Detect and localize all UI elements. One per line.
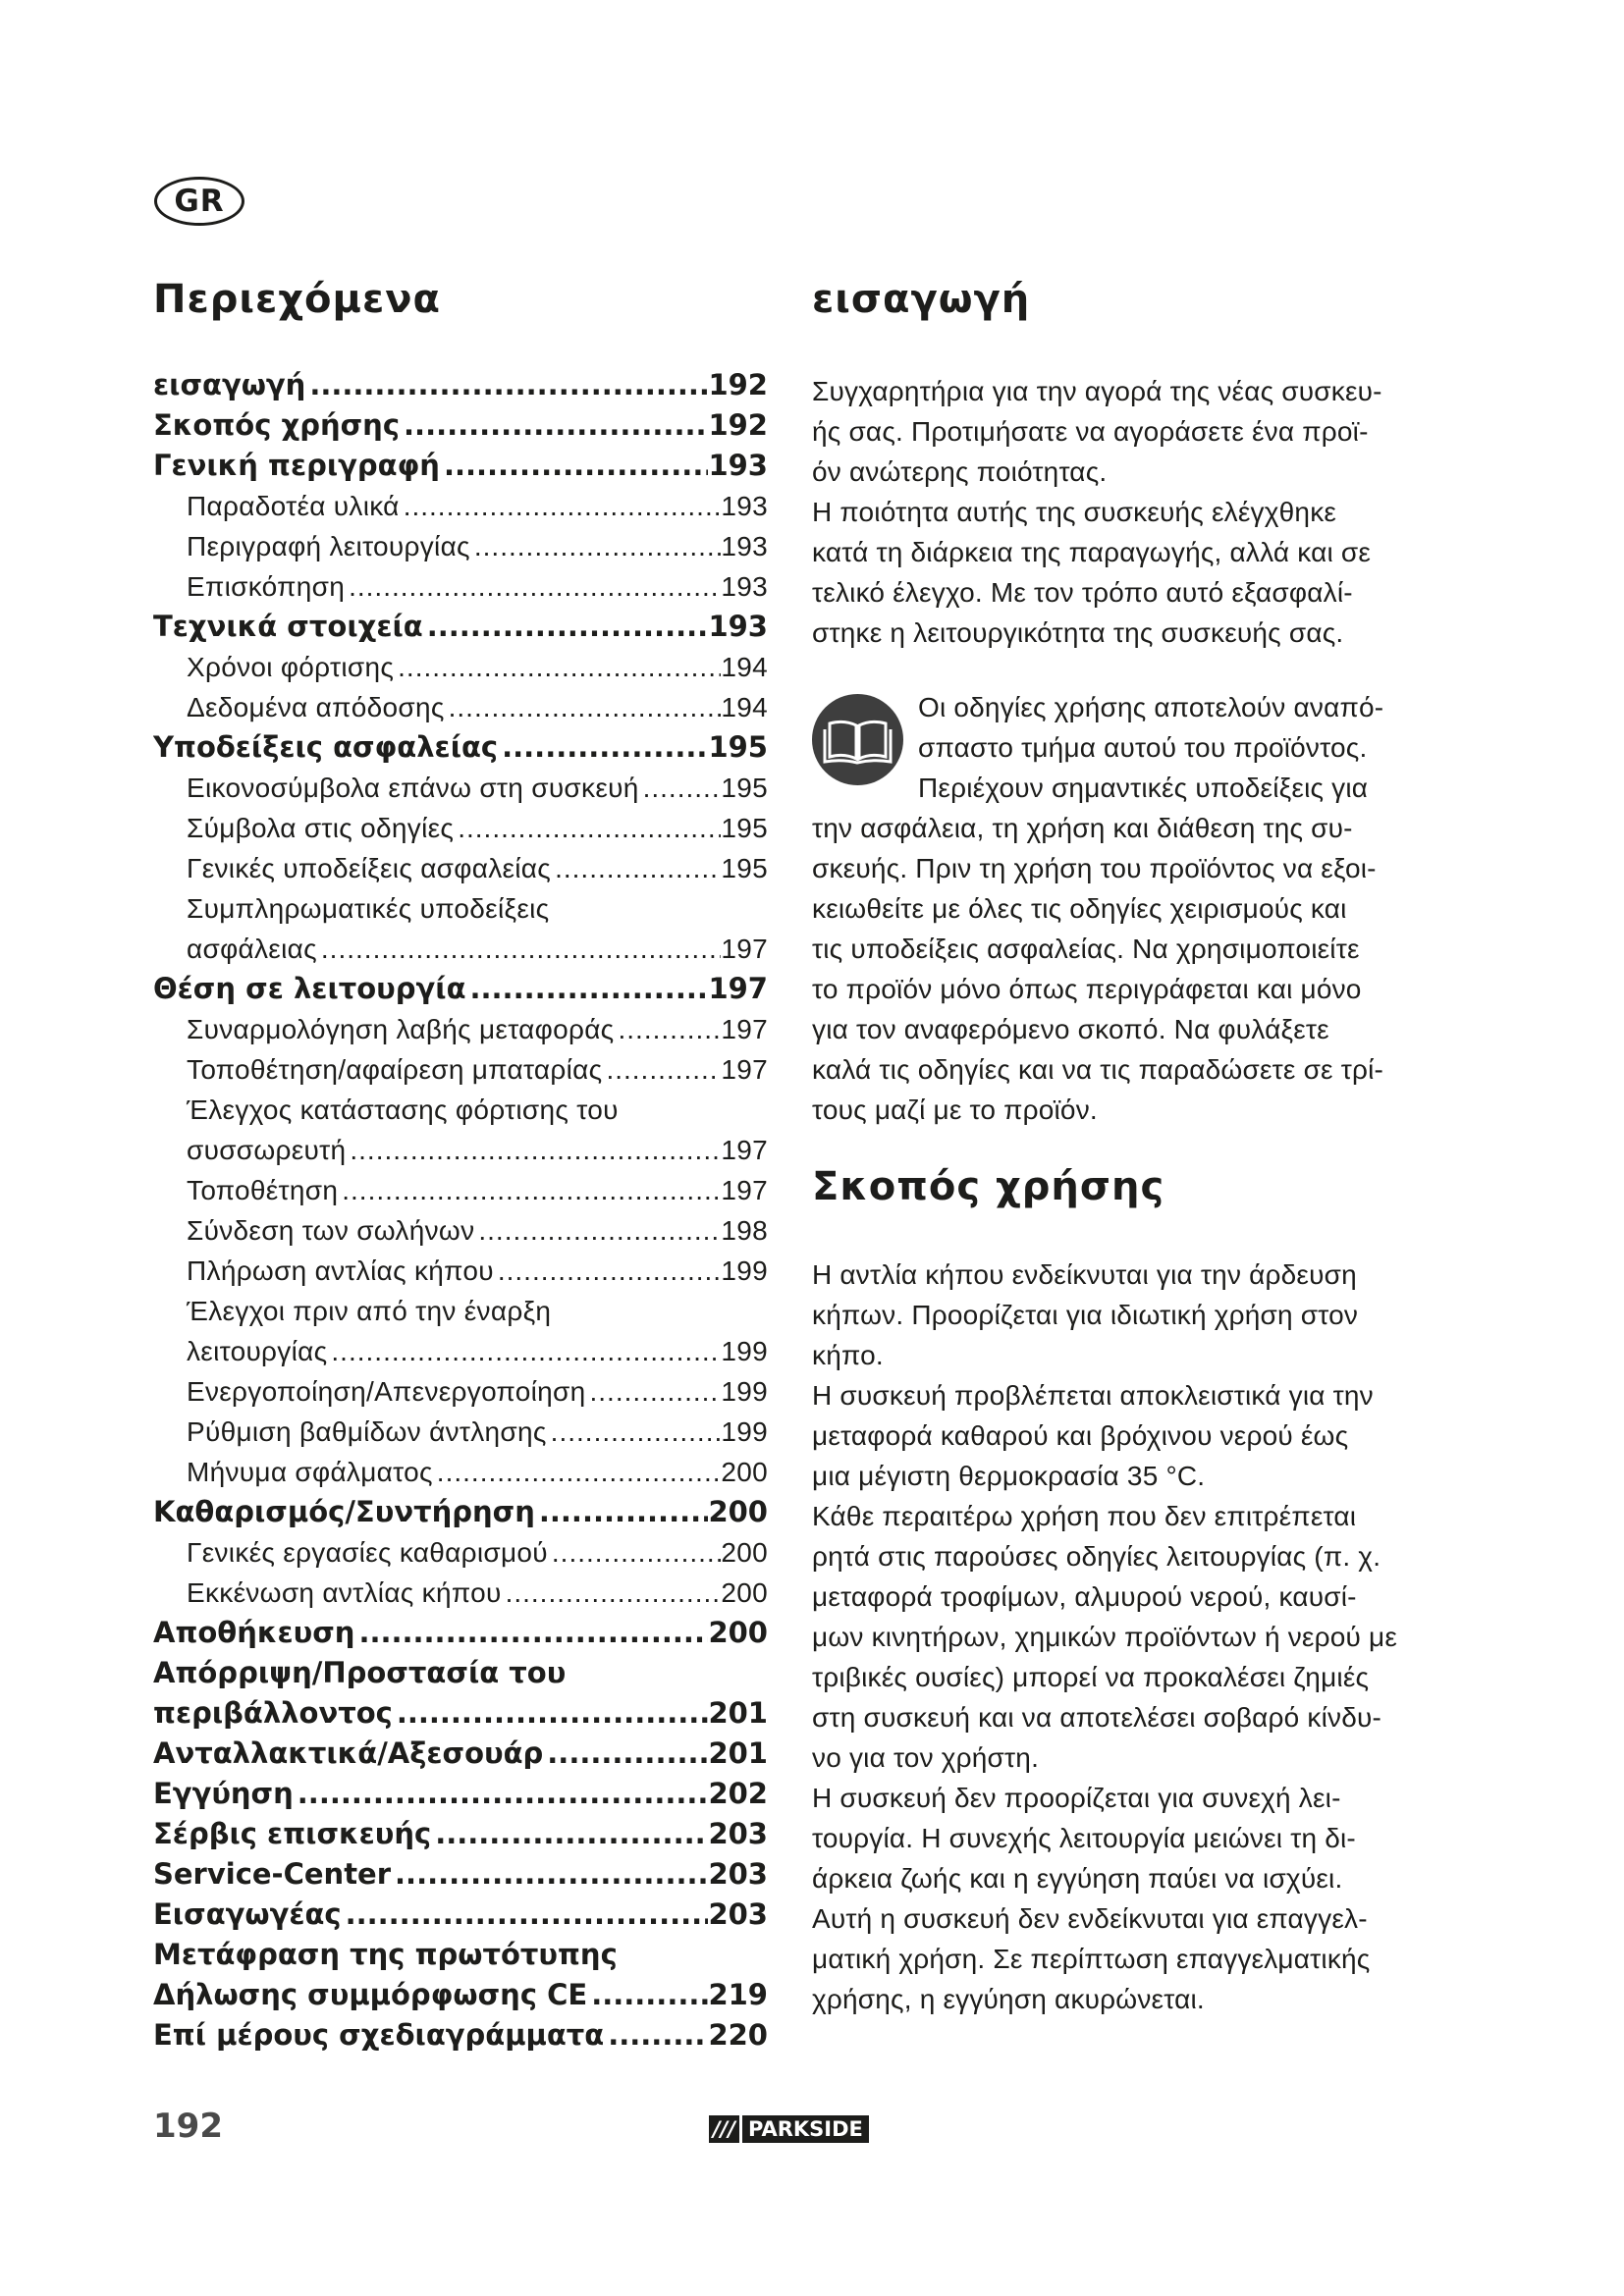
toc-leader-dots: [639, 768, 722, 808]
toc-entry-page: 201: [708, 1736, 768, 1770]
text-line: στη συσκευή και να αποτελέσει σοβαρό κίνδυ-: [812, 1702, 1382, 1733]
toc-leader-dots: [393, 1693, 709, 1734]
text-line: Συγχαρητήρια για την αγορά της νέας συσκευ-: [812, 376, 1382, 406]
toc-entry-label: περιβάλλοντος: [153, 1696, 393, 1730]
text-line: κειωθείτε με όλες τις οδηγίες χειρισμούς και: [812, 893, 1347, 924]
toc-entry-page: 201: [708, 1696, 768, 1730]
toc-entry-label: Σύνδεση των σωλήνων: [187, 1215, 475, 1246]
toc-entry-page: 193: [721, 531, 768, 561]
text-line: ματική χρήση. Σε περίπτωση επαγγελματικής: [812, 1944, 1371, 1974]
toc-entry-page: 200: [708, 1616, 768, 1649]
text-line: Η ποιότητα αυτής της συσκευής ελέγχθηκε: [812, 497, 1337, 527]
toc-entry-label: Γενική περιγραφή: [153, 449, 440, 482]
toc-entry[interactable]: [153, 607, 768, 647]
toc-leader-dots: [614, 1009, 721, 1049]
toc-entry[interactable]: [153, 486, 768, 526]
toc-entry[interactable]: [153, 1573, 768, 1613]
toc-entry[interactable]: [153, 1814, 768, 1854]
toc-leader-dots: [345, 566, 721, 607]
toc-entry-label: Περιγραφή λειτουργίας: [187, 531, 470, 561]
toc-entry[interactable]: [153, 1009, 768, 1049]
toc-entry-label: Καθαρισμός/Συντήρηση: [153, 1495, 535, 1528]
purpose-heading: Σκοπός χρήσης: [812, 1164, 1165, 1209]
toc-entry[interactable]: [153, 1331, 768, 1371]
toc-leader-dots: [498, 727, 708, 768]
toc-entry[interactable]: [153, 727, 768, 768]
toc-entry[interactable]: [153, 1371, 768, 1412]
toc-entry-page: 200: [721, 1457, 768, 1487]
toc-leader-dots: [602, 1049, 721, 1090]
toc-leader-dots: [547, 1412, 722, 1452]
toc-entry[interactable]: [153, 1613, 768, 1653]
toc-entry[interactable]: [153, 808, 768, 848]
text-line: σκευής. Πριν τη χρήση του προϊόντος να εξοι-: [812, 853, 1377, 883]
toc-entry-page: 192: [708, 368, 768, 401]
text-line: κατά τη διάρκεια της παραγωγής, αλλά και σε: [812, 537, 1372, 567]
intro-heading: εισαγωγή: [812, 277, 1031, 322]
toc-entry-page: 219: [708, 1978, 768, 2011]
toc-entry[interactable]: [153, 526, 768, 566]
text-line: Η αντλία κήπου ενδείκνυται για την άρδευση: [812, 1259, 1357, 1290]
toc-leader-dots: [543, 1734, 708, 1774]
toc-entry-page: 199: [721, 1336, 768, 1366]
toc-entry-label: ασφάλειας: [187, 934, 317, 964]
toc-entry-page: 203: [708, 1897, 768, 1931]
logo-slashes: ///: [709, 2115, 739, 2143]
toc-entry-label: Τεχνικά στοιχεία: [153, 610, 423, 643]
toc-entry-page: 197: [721, 1014, 768, 1044]
toc-entry-label: Service-Center: [153, 1857, 392, 1891]
toc-entry-label: Παραδοτέα υλικά: [187, 491, 400, 521]
toc-entry[interactable]: [153, 1452, 768, 1492]
toc-entry-page: 200: [721, 1537, 768, 1568]
toc-entry[interactable]: [153, 1774, 768, 1814]
table-of-contents: [153, 365, 768, 2056]
toc-leader-dots: [440, 446, 709, 486]
text-line: τριβικές ουσίες) μπορεί να προκαλέσει ζημιές: [812, 1662, 1370, 1692]
toc-entry-label: Δήλωσης συμμόρφωσης CE: [153, 1978, 588, 2011]
toc-entry[interactable]: [153, 1251, 768, 1291]
toc-entry-page: 199: [721, 1376, 768, 1407]
toc-entry[interactable]: [153, 687, 768, 727]
toc-entry[interactable]: [153, 1653, 768, 1693]
toc-entry-label: Έλεγχοι πριν από την έναρξη: [187, 1296, 552, 1326]
text-line: τις υποδείξεις ασφαλείας. Να χρησιμοποιείτε: [812, 934, 1360, 964]
toc-entry-page: 195: [721, 813, 768, 843]
text-line: καλά τις οδηγίες και να τις παραδώσετε σε τρί-: [812, 1054, 1384, 1085]
toc-leader-dots: [394, 647, 721, 687]
toc-entry-label: Θέση σε λειτουργία: [153, 972, 466, 1005]
toc-entry-page: 199: [721, 1255, 768, 1286]
toc-leader-dots: [354, 1613, 708, 1653]
toc-leader-dots: [470, 526, 722, 566]
toc-entry-label: συσσωρευτή: [187, 1135, 347, 1165]
toc-entry-page: 203: [708, 1817, 768, 1850]
toc-leader-dots: [535, 1492, 709, 1532]
text-line: Η συσκευή δεν προορίζεται για συνεχή λει-: [812, 1783, 1341, 1813]
text-line: κήπο.: [812, 1340, 884, 1370]
toc-entry-label: Έλεγχος κατάστασης φόρτισης του: [187, 1095, 619, 1125]
toc-entry-label: Ενεργοποίηση/Απενεργοποίηση: [187, 1376, 586, 1407]
toc-entry[interactable]: [153, 768, 768, 808]
toc-entry-label: Δεδομένα απόδοσης: [187, 692, 445, 722]
toc-leader-dots: [327, 1331, 721, 1371]
toc-entry[interactable]: [153, 1492, 768, 1532]
toc-entry[interactable]: [153, 1693, 768, 1734]
toc-entry[interactable]: [153, 647, 768, 687]
toc-entry-page: 192: [708, 408, 768, 442]
text-line: μων κινητήρων, χημικών προϊόντων ή νερού με: [812, 1622, 1398, 1652]
text-line: το προϊόν μόνο όπως περιγράφεται και μόνο: [812, 974, 1362, 1004]
toc-entry-label: Επί μέρους σχεδιαγράμματα: [153, 2018, 605, 2052]
text-line: την ασφάλεια, τη χρήση και διάθεση της συ-: [812, 813, 1353, 843]
text-line: τους μαζί με το προϊόν.: [812, 1095, 1098, 1125]
text-line: σπαστο τμήμα αυτού του προϊόντος.: [918, 732, 1368, 763]
text-line: νο για τον χρήστη.: [812, 1742, 1040, 1773]
toc-entry-label: Υποδείξεις ασφαλείας: [153, 730, 499, 764]
page-number: 192: [153, 2107, 223, 2146]
toc-entry-page: 203: [708, 1857, 768, 1891]
toc-leader-dots: [604, 2015, 708, 2056]
toc-leader-dots: [494, 1251, 722, 1291]
toc-leader-dots: [466, 969, 709, 1009]
toc-entry[interactable]: [153, 888, 768, 929]
toc-leader-dots: [400, 486, 722, 526]
text-line: Οι οδηγίες χρήσης αποτελούν αναπό-: [918, 692, 1384, 722]
toc-entry-page: 194: [721, 652, 768, 682]
text-line: μεταφορά τροφίμων, αλμυρού νερού, καυσί-: [812, 1581, 1357, 1612]
toc-entry-page: 200: [721, 1577, 768, 1608]
toc-entry-label: Εκκένωση αντλίας κήπου: [187, 1577, 502, 1608]
toc-entry[interactable]: [153, 1935, 768, 1975]
toc-entry-label: Συναρμολόγηση λαβής μεταφοράς: [187, 1014, 615, 1044]
toc-entry-page: 197: [708, 972, 768, 1005]
toc-entry[interactable]: [153, 365, 768, 405]
text-line: μεταφορά καθαρού και βρόχινου νερού έως: [812, 1420, 1349, 1451]
toc-entry-label: Αποθήκευση: [153, 1616, 355, 1649]
toc-leader-dots: [431, 1814, 708, 1854]
toc-entry[interactable]: [153, 1854, 768, 1895]
toc-entry-page: 200: [708, 1495, 768, 1528]
toc-entry-label: Ανταλλακτικά/Αξεσουάρ: [153, 1736, 544, 1770]
toc-leader-dots: [502, 1573, 722, 1613]
toc-entry[interactable]: [153, 1895, 768, 1935]
logo-brand: PARKSIDE: [742, 2115, 869, 2143]
toc-entry-label: λειτουργίας: [187, 1336, 328, 1366]
toc-entry-label: Γενικές υποδείξεις ασφαλείας: [187, 853, 552, 883]
toc-entry-label: Απόρριψη/Προστασία του: [153, 1656, 567, 1689]
toc-entry-page: 220: [708, 2018, 768, 2052]
purpose-paragraph: [812, 1255, 1440, 2019]
toc-leader-dots: [587, 1975, 708, 2015]
text-line: Η συσκευή προβλέπεται αποκλειστικά για την: [812, 1380, 1374, 1411]
text-line: χρήσης, η εγγύηση ακυρώνεται.: [812, 1984, 1205, 2014]
toc-entry-label: Μήνυμα σφάλματος: [187, 1457, 433, 1487]
toc-leader-dots: [474, 1210, 721, 1251]
text-line: ής σας. Προτιμήσατε να αγοράσετε ένα προϊ-: [812, 416, 1369, 447]
toc-entry[interactable]: [153, 1975, 768, 2015]
text-line: Κάθε περαιτέρω χρήση που δεν επιτρέπεται: [812, 1501, 1357, 1531]
text-line: τελικό έλεγχο. Με τον τρόπο αυτό εξασφαλί-: [812, 577, 1353, 608]
toc-entry[interactable]: [153, 929, 768, 969]
toc-leader-dots: [294, 1774, 709, 1814]
text-line: Περιέχουν σημαντικές υποδείξεις για: [918, 773, 1369, 803]
language-badge: GR: [154, 177, 244, 226]
toc-entry[interactable]: [153, 1291, 768, 1331]
toc-entry-label: Εικονοσύμβολα επάνω στη συσκευή: [187, 773, 639, 803]
text-line: ρητά στις παρούσες οδηγίες λειτουργίας (π. χ.: [812, 1541, 1381, 1572]
toc-leader-dots: [400, 405, 708, 446]
toc-entry-label: εισαγωγή: [153, 368, 306, 401]
toc-entry-label: Σκοπός χρήσης: [153, 408, 401, 442]
toc-entry-label: Πλήρωση αντλίας κήπου: [187, 1255, 494, 1286]
toc-entry-page: 195: [721, 853, 768, 883]
toc-entry[interactable]: [153, 1210, 768, 1251]
toc-entry-page: 193: [708, 449, 768, 482]
toc-entry-page: 193: [721, 571, 768, 602]
toc-entry[interactable]: [153, 405, 768, 446]
text-line: Αυτή η συσκευή δεν ενδείκνυται για επαγγελ-: [812, 1903, 1368, 1934]
toc-leader-dots: [342, 1895, 709, 1935]
toc-entry[interactable]: [153, 566, 768, 607]
toc-entry-label: Χρόνοι φόρτισης: [187, 652, 395, 682]
toc-entry[interactable]: [153, 1130, 768, 1170]
text-line: άρκεια ζωής και η εγγύηση παύει να ισχύει.: [812, 1863, 1343, 1894]
toc-entry-label: Σέρβις επισκευής: [153, 1817, 432, 1850]
toc-entry-page: 197: [721, 934, 768, 964]
toc-entry-label: Σύμβολα στις οδηγίες: [187, 813, 455, 843]
toc-leader-dots: [445, 687, 722, 727]
text-line: μια μέγιστη θερμοκρασία 35 °C.: [812, 1461, 1206, 1491]
intro-paragraph: [812, 371, 1440, 653]
toc-entry-page: 193: [721, 491, 768, 521]
toc-leader-dots: [548, 1532, 721, 1573]
toc-entry[interactable]: [153, 848, 768, 888]
toc-leader-dots: [338, 1170, 721, 1210]
toc-entry-page: 193: [708, 610, 768, 643]
toc-leader-dots: [317, 929, 721, 969]
manual-notice-paragraph: [812, 687, 1440, 1130]
toc-entry-label: Συμπληρωματικές υποδείξεις: [187, 893, 550, 924]
toc-entry-page: 202: [708, 1777, 768, 1810]
toc-leader-dots: [346, 1130, 721, 1170]
toc-entry-page: 197: [721, 1135, 768, 1165]
toc-entry-page: 197: [721, 1175, 768, 1205]
toc-entry-label: Μετάφραση της πρωτότυπης: [153, 1938, 618, 1971]
toc-leader-dots: [391, 1854, 708, 1895]
toc-entry[interactable]: [153, 969, 768, 1009]
text-line: κήπων. Προορίζεται για ιδιωτική χρήση στον: [812, 1300, 1359, 1330]
toc-entry-label: Γενικές εργασίες καθαρισμού: [187, 1537, 548, 1568]
toc-title: Περιεχόμενα: [153, 277, 441, 322]
toc-entry-page: 198: [721, 1215, 768, 1246]
toc-entry-page: 197: [721, 1054, 768, 1085]
toc-leader-dots: [586, 1371, 722, 1412]
toc-leader-dots: [454, 808, 721, 848]
toc-entry[interactable]: [153, 1090, 768, 1130]
toc-entry-label: Τοποθέτηση: [187, 1175, 339, 1205]
text-line: τουργία. Η συνεχής λειτουργία μειώνει τη δι-: [812, 1823, 1356, 1853]
toc-leader-dots: [551, 848, 721, 888]
toc-entry-label: Εισαγωγέας: [153, 1897, 342, 1931]
text-line: στηκε η λειτουργικότητα της συσκευής σας.: [812, 617, 1344, 648]
toc-entry-label: Τοποθέτηση/αφαίρεση μπαταρίας: [187, 1054, 603, 1085]
toc-entry-page: 195: [721, 773, 768, 803]
toc-entry[interactable]: [153, 446, 768, 486]
text-line: για τον αναφερόμενο σκοπό. Να φυλάξετε: [812, 1014, 1329, 1044]
toc-entry-label: Εγγύηση: [153, 1777, 294, 1810]
toc-entry-label: Επισκόπηση: [187, 571, 346, 602]
toc-entry[interactable]: [153, 1049, 768, 1090]
text-line: όν ανώτερης ποιότητας.: [812, 456, 1108, 487]
toc-leader-dots: [433, 1452, 722, 1492]
toc-leader-dots: [423, 607, 709, 647]
toc-entry-page: 195: [708, 730, 768, 764]
toc-entry[interactable]: [153, 1532, 768, 1573]
toc-entry[interactable]: [153, 1734, 768, 1774]
toc-entry-page: 194: [721, 692, 768, 722]
toc-entry-page: 199: [721, 1416, 768, 1447]
toc-entry-label: Ρύθμιση βαθμίδων άντλησης: [187, 1416, 547, 1447]
toc-entry[interactable]: [153, 1412, 768, 1452]
toc-leader-dots: [305, 365, 708, 405]
toc-entry[interactable]: [153, 1170, 768, 1210]
toc-entry[interactable]: [153, 2015, 768, 2056]
parkside-logo: [709, 2115, 869, 2143]
